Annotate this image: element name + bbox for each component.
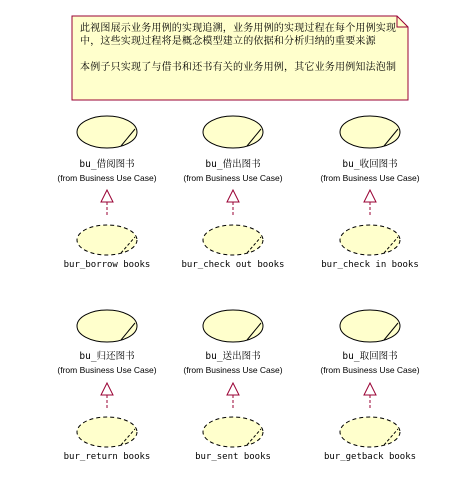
- use-case-name: bu_归还图书: [79, 351, 135, 362]
- realization-ellipse: [77, 225, 137, 255]
- use-case-ellipse: [77, 310, 137, 342]
- business-use-case[interactable]: [340, 116, 400, 148]
- realization-name: bur_check out books: [181, 260, 285, 270]
- realization-ellipse: [77, 417, 137, 447]
- use-case-package: (from Business Use Case): [183, 173, 283, 183]
- realization-ellipse: [203, 225, 263, 255]
- use-case-package: (from Business Use Case): [320, 173, 420, 183]
- note-paragraph-2: 本例子只实现了与借书和还书有关的业务用例，其它业务用例知法泡制: [80, 62, 397, 73]
- realization-ellipse: [340, 417, 400, 447]
- use-case-ellipse: [340, 116, 400, 148]
- use-case-realization[interactable]: [340, 225, 400, 255]
- realization-name: bur_return books: [63, 452, 151, 462]
- realization-arrowhead: [364, 190, 376, 202]
- use-case-name: bu_借出图书: [205, 159, 261, 170]
- use-case-ellipse: [340, 310, 400, 342]
- realization-arrow: [227, 190, 239, 217]
- business-use-case[interactable]: [203, 310, 263, 342]
- use-case-name: bu_取回图书: [342, 351, 398, 362]
- realization-name: bur_getback books: [323, 452, 417, 462]
- realization-arrowhead: [227, 383, 239, 395]
- use-case-realization[interactable]: [340, 417, 400, 447]
- realization-name: bur_borrow books: [63, 260, 151, 270]
- realization-name: bur_sent books: [195, 452, 271, 462]
- use-case-realization[interactable]: [203, 225, 263, 255]
- realization-ellipse: [340, 225, 400, 255]
- use-case-realization[interactable]: [203, 417, 263, 447]
- realization-arrow: [101, 383, 113, 410]
- use-case-ellipse: [77, 116, 137, 148]
- use-case-package: (from Business Use Case): [320, 365, 420, 375]
- note-paragraph-1: 此视图展示业务用例的实现追溯，业务用例的实现过程在每个用例实现中，这些实现过程将是概念模型建立的依据和分析归纳的重要来源: [80, 23, 397, 47]
- use-case-name: bu_送出图书: [205, 351, 261, 362]
- realization-arrow: [101, 190, 113, 217]
- use-case-package: (from Business Use Case): [57, 365, 157, 375]
- realization-arrowhead: [101, 383, 113, 395]
- use-case-name: bu_收回图书: [342, 159, 398, 170]
- use-case-realization[interactable]: [77, 417, 137, 447]
- realization-arrow: [227, 383, 239, 410]
- use-case-package: (from Business Use Case): [183, 365, 283, 375]
- use-case-name: bu_借阅图书: [79, 159, 135, 170]
- note-text: [80, 22, 400, 74]
- realization-ellipse: [203, 417, 263, 447]
- use-case-package: (from Business Use Case): [57, 173, 157, 183]
- realization-arrowhead: [364, 383, 376, 395]
- use-case-ellipse: [203, 310, 263, 342]
- realization-arrow: [364, 190, 376, 217]
- realization-arrow: [364, 383, 376, 410]
- business-use-case[interactable]: [340, 310, 400, 342]
- business-use-case[interactable]: [77, 116, 137, 148]
- use-case-realization[interactable]: [77, 225, 137, 255]
- business-use-case[interactable]: [203, 116, 263, 148]
- business-use-case[interactable]: [77, 310, 137, 342]
- use-case-ellipse: [203, 116, 263, 148]
- realization-arrowhead: [101, 190, 113, 202]
- realization-name: bur_check in books: [321, 260, 419, 270]
- realization-arrowhead: [227, 190, 239, 202]
